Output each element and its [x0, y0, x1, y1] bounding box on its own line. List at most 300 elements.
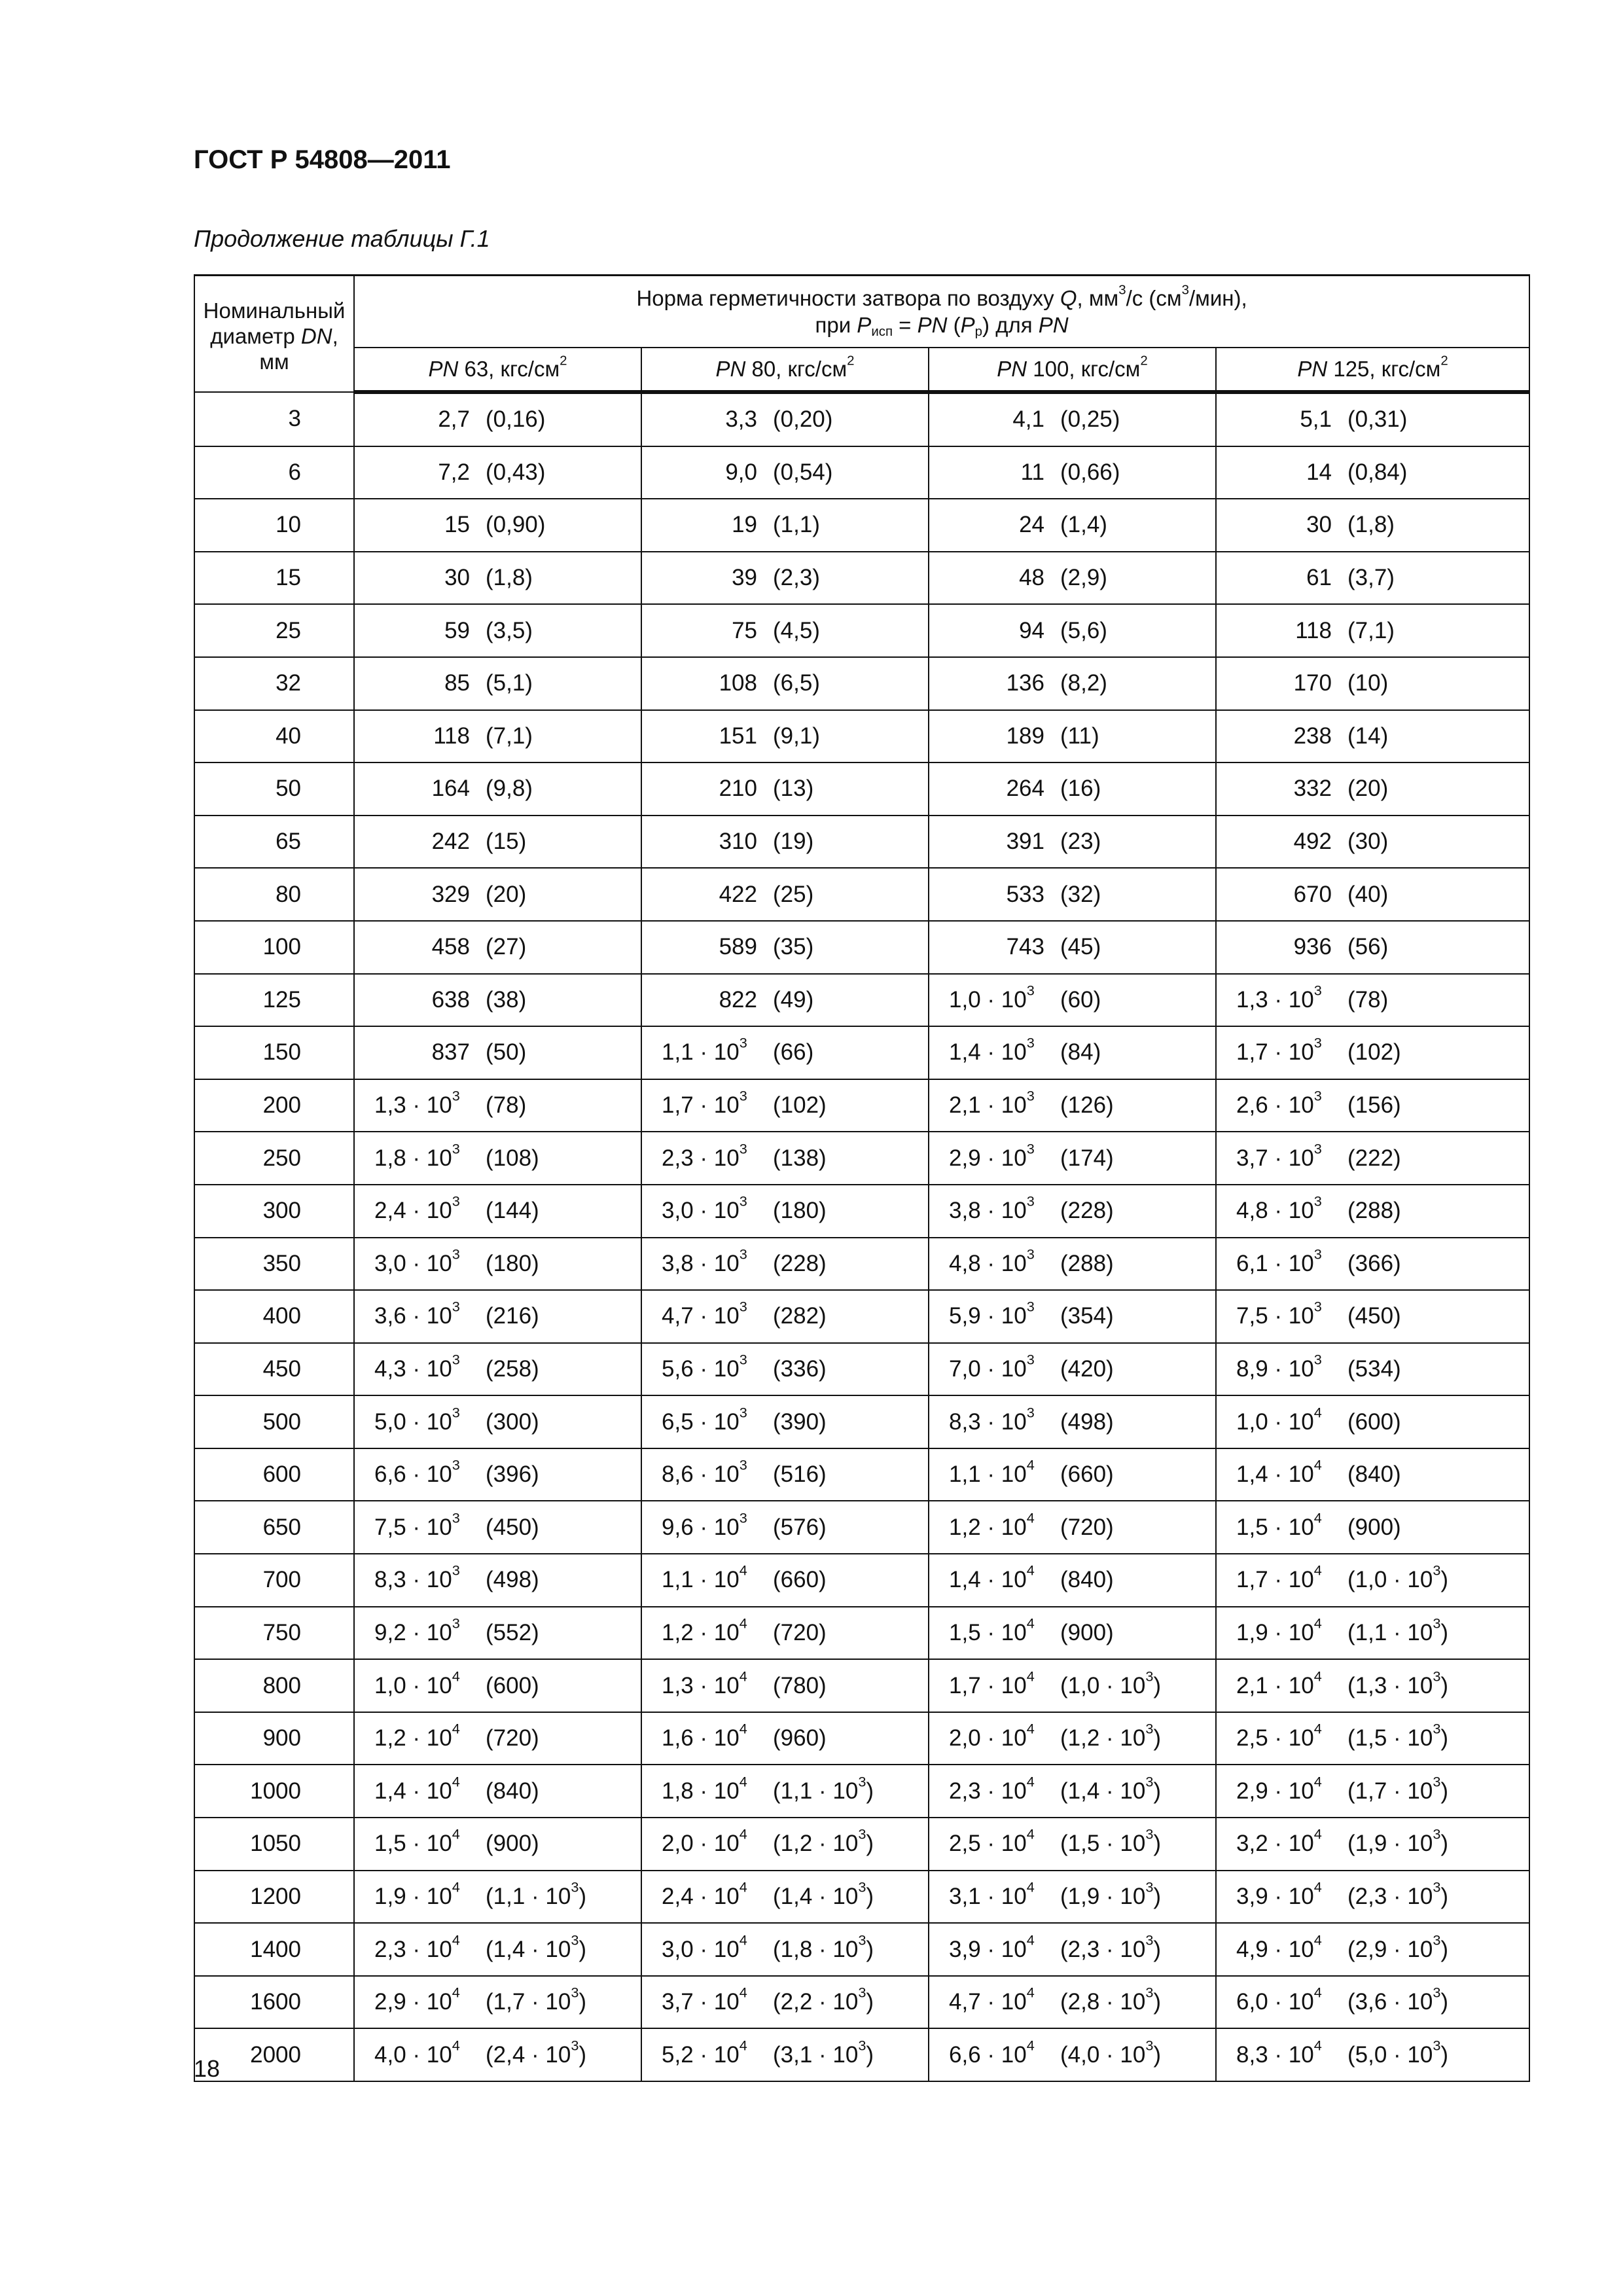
value-mm3-per-s: $2,9 \cdot 10^4$	[1236, 1773, 1322, 1804]
cell-leakage-value	[354, 1818, 641, 1871]
cell-leakage-value	[929, 1818, 1216, 1871]
value-cm3-per-min: (720)	[1060, 1514, 1114, 1540]
table-caption: Продолжение таблицы Г.1	[194, 225, 490, 252]
cell-leakage-value	[354, 1712, 641, 1765]
value-cm3-per-min: (228)	[1060, 1198, 1114, 1224]
value-cm3-per-min: (282)	[773, 1303, 827, 1329]
cell-leakage-value	[929, 1659, 1216, 1712]
header-leakage-norm: Норма герметичности затвора по воздуху Q, $мм^3/с$ $(см^3/мин)$, при $P_{исп}$ = PN $(P_р)$ для PN	[354, 276, 1529, 348]
value-cm3-per-min: (9,1)	[773, 723, 820, 749]
cell-leakage-value	[1216, 1871, 1529, 1924]
value-mm3-per-s: 9,0	[725, 459, 757, 485]
cell-leakage-value	[641, 1871, 929, 1924]
value-mm3-per-s: 837	[431, 1039, 470, 1066]
cell-nominal-diameter: 650	[194, 1501, 354, 1554]
cell-leakage-value	[354, 1395, 641, 1448]
value-cm3-per-min: (1,8)	[1347, 512, 1395, 538]
value-cm3-per-min: $(2,4 \cdot 10^3)$	[486, 2037, 587, 2068]
value-mm3-per-s: 48	[1019, 565, 1044, 591]
cell-leakage-value	[1216, 1659, 1529, 1712]
value-cm3-per-min: (498)	[486, 1567, 539, 1593]
table-row	[194, 552, 1529, 605]
cell-leakage-value	[354, 974, 641, 1027]
cell-nominal-diameter: 400	[194, 1290, 354, 1343]
cell-leakage-value	[641, 392, 929, 446]
cell-nominal-diameter: 600	[194, 1448, 354, 1501]
value-mm3-per-s: $1,7 \cdot 10^3$	[1236, 1034, 1322, 1066]
value-mm3-per-s: $9,6 \cdot 10^3$	[662, 1509, 747, 1540]
value-mm3-per-s: $2,3 \cdot 10^4$	[374, 1931, 460, 1962]
value-mm3-per-s: $9,2 \cdot 10^3$	[374, 1615, 460, 1645]
cell-leakage-value	[354, 2028, 641, 2081]
value-mm3-per-s: $4,3 \cdot 10^3$	[374, 1351, 460, 1382]
cell-leakage-value	[929, 2028, 1216, 2081]
value-cm3-per-min: (32)	[1060, 881, 1101, 907]
table-row	[194, 1395, 1529, 1448]
value-mm3-per-s: $1,2 \cdot 10^4$	[374, 1720, 460, 1751]
value-cm3-per-min: (600)	[1347, 1408, 1401, 1435]
value-mm3-per-s: 332	[1293, 776, 1332, 802]
header-nominal-diameter: Номинальный диаметр DN, мм	[194, 276, 354, 393]
value-cm3-per-min: (156)	[1347, 1092, 1401, 1119]
value-cm3-per-min: (288)	[1060, 1250, 1114, 1276]
value-cm3-per-min: (516)	[773, 1462, 827, 1488]
value-mm3-per-s: 391	[1006, 829, 1044, 855]
cell-leakage-value	[1216, 921, 1529, 974]
value-mm3-per-s: 170	[1293, 670, 1332, 696]
cell-leakage-value	[929, 1185, 1216, 1238]
value-cm3-per-min: $(1,9 \cdot 10^3)$	[1347, 1825, 1449, 1857]
value-cm3-per-min: (534)	[1347, 1355, 1401, 1382]
table-row	[194, 1923, 1529, 1976]
value-mm3-per-s: $8,3 \cdot 10^3$	[374, 1562, 460, 1593]
cell-leakage-value	[1216, 1238, 1529, 1291]
table-row	[194, 710, 1529, 763]
value-mm3-per-s: 75	[732, 617, 757, 643]
value-cm3-per-min: (0,66)	[1060, 459, 1120, 485]
document-code: ГОСТ Р 54808—2011	[194, 145, 451, 174]
cell-leakage-value	[641, 1185, 929, 1238]
value-mm3-per-s: $1,0 \cdot 10^4$	[374, 1668, 460, 1698]
cell-leakage-value	[354, 1343, 641, 1396]
cell-leakage-value	[929, 1026, 1216, 1079]
value-cm3-per-min: (222)	[1347, 1145, 1401, 1171]
table-row	[194, 1976, 1529, 2029]
cell-leakage-value	[641, 1501, 929, 1554]
cell-leakage-value	[354, 499, 641, 552]
value-cm3-per-min: $(1,7 \cdot 10^3)$	[486, 1984, 587, 2015]
value-mm3-per-s: 19	[732, 512, 757, 538]
cell-leakage-value	[354, 1976, 641, 2029]
value-cm3-per-min: $(1,7 \cdot 10^3)$	[1347, 1773, 1449, 1804]
value-cm3-per-min: $(3,1 \cdot 10^3)$	[773, 2037, 874, 2068]
value-mm3-per-s: $5,0 \cdot 10^3$	[374, 1404, 460, 1435]
value-mm3-per-s: $2,5 \cdot 10^4$	[949, 1825, 1035, 1857]
value-mm3-per-s: $3,7 \cdot 10^4$	[662, 1984, 747, 2015]
value-cm3-per-min: $(1,9 \cdot 10^3)$	[1060, 1878, 1162, 1909]
cell-leakage-value	[929, 1290, 1216, 1343]
table-row	[194, 1343, 1529, 1396]
value-cm3-per-min: (49)	[773, 986, 814, 1013]
value-mm3-per-s: 24	[1019, 512, 1044, 538]
value-cm3-per-min: (7,1)	[486, 723, 533, 749]
value-mm3-per-s: $1,1 \cdot 10^4$	[949, 1456, 1035, 1488]
value-cm3-per-min: (0,16)	[486, 406, 546, 433]
value-mm3-per-s: $3,2 \cdot 10^4$	[1236, 1825, 1322, 1857]
cell-nominal-diameter: 40	[194, 710, 354, 763]
value-cm3-per-min: $(1,4 \cdot 10^3)$	[773, 1878, 874, 1909]
value-cm3-per-min: $(1,0 \cdot 10^3)$	[1347, 1562, 1449, 1593]
value-cm3-per-min: (840)	[1347, 1462, 1401, 1488]
value-cm3-per-min: (138)	[773, 1145, 827, 1171]
value-cm3-per-min: (354)	[1060, 1303, 1114, 1329]
cell-nominal-diameter: 25	[194, 604, 354, 657]
value-cm3-per-min: (10)	[1347, 670, 1389, 696]
value-mm3-per-s: 822	[719, 986, 757, 1013]
value-mm3-per-s: $3,1 \cdot 10^4$	[949, 1878, 1035, 1909]
value-cm3-per-min: $(1,1 \cdot 10^3)$	[486, 1878, 587, 1909]
cell-leakage-value	[929, 1871, 1216, 1924]
cell-leakage-value	[641, 1818, 929, 1871]
value-cm3-per-min: $(4,0 \cdot 10^3)$	[1060, 2037, 1162, 2068]
value-mm3-per-s: $2,4 \cdot 10^4$	[662, 1878, 747, 1909]
cell-leakage-value	[641, 1290, 929, 1343]
table-row	[194, 1026, 1529, 1079]
value-cm3-per-min: (40)	[1347, 881, 1389, 907]
cell-nominal-diameter: 2000	[194, 2028, 354, 2081]
cell-leakage-value	[1216, 1079, 1529, 1132]
value-mm3-per-s: $3,8 \cdot 10^3$	[662, 1246, 747, 1276]
value-mm3-per-s: $4,7 \cdot 10^4$	[949, 1984, 1035, 2015]
value-mm3-per-s: $2,1 \cdot 10^3$	[949, 1087, 1035, 1119]
value-cm3-per-min: (450)	[486, 1514, 539, 1540]
value-mm3-per-s: 210	[719, 776, 757, 802]
value-cm3-per-min: (23)	[1060, 829, 1101, 855]
cell-leakage-value	[641, 1712, 929, 1765]
table-row	[194, 1448, 1529, 1501]
value-cm3-per-min: (720)	[773, 1619, 827, 1645]
value-cm3-per-min: (660)	[773, 1567, 827, 1593]
value-cm3-per-min: $(2,2 \cdot 10^3)$	[773, 1984, 874, 2015]
cell-nominal-diameter: 50	[194, 762, 354, 816]
value-cm3-per-min: (0,90)	[486, 512, 546, 538]
value-cm3-per-min: (960)	[773, 1725, 827, 1751]
cell-leakage-value	[641, 1607, 929, 1660]
cell-leakage-value	[1216, 1290, 1529, 1343]
cell-nominal-diameter: 1600	[194, 1976, 354, 2029]
value-cm3-per-min: (840)	[1060, 1567, 1114, 1593]
value-cm3-per-min: (102)	[773, 1092, 827, 1119]
value-cm3-per-min: (56)	[1347, 934, 1389, 960]
cell-leakage-value	[641, 1026, 929, 1079]
value-mm3-per-s: $1,7 \cdot 10^4$	[1236, 1562, 1322, 1593]
cell-leakage-value	[641, 1343, 929, 1396]
value-cm3-per-min: (66)	[773, 1039, 814, 1066]
header-pn-column: PN 100, кгс/$см^2$	[929, 348, 1216, 392]
value-cm3-per-min: $(3,6 \cdot 10^3)$	[1347, 1984, 1449, 2015]
cell-leakage-value	[641, 816, 929, 869]
value-cm3-per-min: $(2,3 \cdot 10^3)$	[1060, 1931, 1162, 1962]
cell-nominal-diameter: 1200	[194, 1871, 354, 1924]
value-cm3-per-min: (9,8)	[486, 776, 533, 802]
value-cm3-per-min: (3,7)	[1347, 565, 1395, 591]
cell-leakage-value	[641, 1659, 929, 1712]
value-mm3-per-s: $3,0 \cdot 10^3$	[662, 1193, 747, 1224]
value-mm3-per-s: $1,5 \cdot 10^4$	[949, 1615, 1035, 1645]
value-mm3-per-s: 94	[1019, 617, 1044, 643]
cell-leakage-value	[354, 1923, 641, 1976]
table-row	[194, 921, 1529, 974]
value-mm3-per-s: $3,6 \cdot 10^3$	[374, 1298, 460, 1329]
value-cm3-per-min: (3,5)	[486, 617, 533, 643]
value-cm3-per-min: (420)	[1060, 1355, 1114, 1382]
value-mm3-per-s: 108	[719, 670, 757, 696]
cell-leakage-value	[929, 1765, 1216, 1818]
value-mm3-per-s: $7,0 \cdot 10^3$	[949, 1351, 1035, 1382]
cell-leakage-value	[354, 1132, 641, 1185]
cell-leakage-value	[929, 762, 1216, 816]
value-cm3-per-min: $(1,4 \cdot 10^3)$	[486, 1931, 587, 1962]
cell-leakage-value	[354, 1501, 641, 1554]
value-cm3-per-min: (0,84)	[1347, 459, 1408, 485]
value-mm3-per-s: 638	[431, 986, 470, 1013]
value-cm3-per-min: (600)	[486, 1672, 539, 1698]
value-cm3-per-min: (25)	[773, 881, 814, 907]
value-mm3-per-s: $5,2 \cdot 10^4$	[662, 2037, 747, 2068]
cell-leakage-value	[354, 1448, 641, 1501]
cell-leakage-value	[929, 499, 1216, 552]
cell-leakage-value	[354, 1026, 641, 1079]
value-cm3-per-min: (228)	[773, 1250, 827, 1276]
value-cm3-per-min: (900)	[486, 1831, 539, 1857]
table-row	[194, 1818, 1529, 1871]
cell-nominal-diameter: 100	[194, 921, 354, 974]
cell-nominal-diameter: 750	[194, 1607, 354, 1660]
value-mm3-per-s: $3,0 \cdot 10^4$	[662, 1931, 747, 1962]
table-row	[194, 1132, 1529, 1185]
cell-leakage-value	[929, 604, 1216, 657]
cell-leakage-value	[1216, 1818, 1529, 1871]
value-mm3-per-s: $6,1 \cdot 10^3$	[1236, 1246, 1322, 1276]
value-cm3-per-min: (35)	[773, 934, 814, 960]
value-mm3-per-s: $1,4 \cdot 10^3$	[949, 1034, 1035, 1066]
value-mm3-per-s: 118	[433, 723, 470, 749]
value-mm3-per-s: $5,9 \cdot 10^3$	[949, 1298, 1035, 1329]
value-mm3-per-s: $1,7 \cdot 10^3$	[662, 1087, 747, 1119]
cell-leakage-value	[641, 499, 929, 552]
cell-nominal-diameter: 15	[194, 552, 354, 605]
cell-leakage-value	[929, 1976, 1216, 2029]
cell-leakage-value	[354, 1607, 641, 1660]
page-number: 18	[194, 2055, 221, 2082]
cell-leakage-value	[641, 868, 929, 921]
value-cm3-per-min: (20)	[486, 881, 527, 907]
value-cm3-per-min: (102)	[1347, 1039, 1401, 1066]
table-row	[194, 2028, 1529, 2081]
cell-nominal-diameter: 32	[194, 657, 354, 710]
cell-leakage-value	[354, 446, 641, 499]
value-mm3-per-s: $6,6 \cdot 10^4$	[949, 2037, 1035, 2068]
table-row	[194, 816, 1529, 869]
cell-leakage-value	[1216, 604, 1529, 657]
cell-nominal-diameter: 250	[194, 1132, 354, 1185]
value-cm3-per-min: (840)	[486, 1778, 539, 1804]
cell-leakage-value	[929, 1448, 1216, 1501]
cell-leakage-value	[1216, 1923, 1529, 1976]
cell-leakage-value	[1216, 1765, 1529, 1818]
value-mm3-per-s: 59	[444, 617, 470, 643]
value-mm3-per-s: 151	[719, 723, 757, 749]
cell-leakage-value	[929, 1554, 1216, 1607]
value-mm3-per-s: $3,8 \cdot 10^3$	[949, 1193, 1035, 1224]
cell-leakage-value	[641, 1554, 929, 1607]
value-cm3-per-min: (8,2)	[1060, 670, 1107, 696]
cell-nominal-diameter: 450	[194, 1343, 354, 1396]
value-mm3-per-s: $1,4 \cdot 10^4$	[949, 1562, 1035, 1593]
table-row	[194, 1607, 1529, 1660]
table-row	[194, 604, 1529, 657]
value-mm3-per-s: 4,1	[1012, 406, 1044, 433]
value-cm3-per-min: (450)	[1347, 1303, 1401, 1329]
value-cm3-per-min: (5,1)	[486, 670, 533, 696]
cell-leakage-value	[641, 1923, 929, 1976]
table-row	[194, 1712, 1529, 1765]
cell-leakage-value	[929, 710, 1216, 763]
value-cm3-per-min: $(1,5 \cdot 10^3)$	[1347, 1720, 1449, 1751]
cell-leakage-value	[354, 392, 641, 446]
value-mm3-per-s: $6,0 \cdot 10^4$	[1236, 1984, 1322, 2015]
value-mm3-per-s: $2,0 \cdot 10^4$	[949, 1720, 1035, 1751]
value-cm3-per-min: (336)	[773, 1355, 827, 1382]
value-cm3-per-min: (84)	[1060, 1039, 1101, 1066]
cell-nominal-diameter: 125	[194, 974, 354, 1027]
cell-leakage-value	[929, 1079, 1216, 1132]
value-mm3-per-s: $1,2 \cdot 10^4$	[662, 1615, 747, 1645]
value-cm3-per-min: (27)	[486, 934, 527, 960]
value-cm3-per-min: (780)	[773, 1672, 827, 1698]
value-mm3-per-s: $4,8 \cdot 10^3$	[949, 1246, 1035, 1276]
value-mm3-per-s: $3,7 \cdot 10^3$	[1236, 1140, 1322, 1171]
cell-leakage-value	[354, 1238, 641, 1291]
cell-leakage-value	[929, 657, 1216, 710]
value-cm3-per-min: $(1,8 \cdot 10^3)$	[773, 1931, 874, 1962]
value-mm3-per-s: $1,0 \cdot 10^3$	[949, 982, 1035, 1013]
cell-leakage-value	[929, 921, 1216, 974]
value-cm3-per-min: (0,43)	[486, 459, 546, 485]
cell-leakage-value	[929, 1501, 1216, 1554]
cell-leakage-value	[354, 1079, 641, 1132]
cell-leakage-value	[929, 816, 1216, 869]
value-cm3-per-min: (6,5)	[773, 670, 820, 696]
cell-leakage-value	[354, 657, 641, 710]
value-cm3-per-min: (174)	[1060, 1145, 1114, 1171]
value-mm3-per-s: $8,3 \cdot 10^3$	[949, 1404, 1035, 1435]
value-mm3-per-s: 118	[1295, 617, 1332, 643]
value-mm3-per-s: $1,4 \cdot 10^4$	[374, 1773, 460, 1804]
value-mm3-per-s: 39	[732, 565, 757, 591]
value-cm3-per-min: $(1,0 \cdot 10^3)$	[1060, 1668, 1162, 1698]
cell-leakage-value	[1216, 1976, 1529, 2029]
cell-leakage-value	[641, 2028, 929, 2081]
value-cm3-per-min: (300)	[486, 1408, 539, 1435]
cell-leakage-value	[1216, 816, 1529, 869]
cell-leakage-value	[354, 1554, 641, 1607]
value-cm3-per-min: (216)	[486, 1303, 539, 1329]
value-mm3-per-s: $1,8 \cdot 10^4$	[662, 1773, 747, 1804]
value-cm3-per-min: $(1,5 \cdot 10^3)$	[1060, 1825, 1162, 1857]
cell-leakage-value	[354, 1290, 641, 1343]
value-mm3-per-s: $2,1 \cdot 10^4$	[1236, 1668, 1322, 1698]
value-cm3-per-min: (20)	[1347, 776, 1389, 802]
value-cm3-per-min: (5,6)	[1060, 617, 1107, 643]
cell-leakage-value	[929, 1343, 1216, 1396]
value-cm3-per-min: (0,20)	[773, 406, 833, 433]
value-mm3-per-s: $1,6 \cdot 10^4$	[662, 1720, 747, 1751]
value-mm3-per-s: $1,8 \cdot 10^3$	[374, 1140, 460, 1171]
cell-nominal-diameter: 65	[194, 816, 354, 869]
cell-nominal-diameter: 3	[194, 392, 354, 446]
cell-leakage-value	[354, 921, 641, 974]
table-row	[194, 392, 1529, 446]
cell-leakage-value	[929, 1132, 1216, 1185]
value-mm3-per-s: $1,4 \cdot 10^4$	[1236, 1456, 1322, 1488]
table-row	[194, 1185, 1529, 1238]
value-cm3-per-min: (1,1)	[773, 512, 820, 538]
table-row	[194, 657, 1529, 710]
value-cm3-per-min: (50)	[486, 1039, 527, 1066]
table-row	[194, 974, 1529, 1027]
value-cm3-per-min: (14)	[1347, 723, 1389, 749]
cell-leakage-value	[1216, 1554, 1529, 1607]
cell-leakage-value	[354, 1765, 641, 1818]
value-mm3-per-s: $8,3 \cdot 10^4$	[1236, 2037, 1322, 2068]
value-mm3-per-s: 3,3	[725, 406, 757, 433]
cell-leakage-value	[929, 1395, 1216, 1448]
cell-leakage-value	[354, 816, 641, 869]
value-cm3-per-min: (19)	[773, 829, 814, 855]
cell-leakage-value	[929, 1923, 1216, 1976]
value-cm3-per-min: $(5,0 \cdot 10^3)$	[1347, 2037, 1449, 2068]
cell-leakage-value	[641, 657, 929, 710]
value-mm3-per-s: 670	[1293, 881, 1332, 907]
cell-leakage-value	[1216, 392, 1529, 446]
value-cm3-per-min: $(1,2 \cdot 10^3)$	[773, 1825, 874, 1857]
value-mm3-per-s: 743	[1006, 934, 1044, 960]
table-row	[194, 446, 1529, 499]
table-row	[194, 1871, 1529, 1924]
cell-leakage-value	[1216, 552, 1529, 605]
cell-nominal-diameter: 350	[194, 1238, 354, 1291]
table-row	[194, 868, 1529, 921]
value-mm3-per-s: 2,7	[438, 406, 470, 433]
value-cm3-per-min: $(2,3 \cdot 10^3)$	[1347, 1878, 1449, 1909]
value-cm3-per-min: (180)	[773, 1198, 827, 1224]
cell-leakage-value	[1216, 1026, 1529, 1079]
value-mm3-per-s: $3,9 \cdot 10^4$	[1236, 1878, 1322, 1909]
cell-leakage-value	[641, 604, 929, 657]
cell-nominal-diameter: 10	[194, 499, 354, 552]
value-mm3-per-s: 85	[444, 670, 470, 696]
table-row	[194, 1659, 1529, 1712]
cell-nominal-diameter: 900	[194, 1712, 354, 1765]
value-mm3-per-s: $2,9 \cdot 10^4$	[374, 1984, 460, 2015]
value-mm3-per-s: $6,6 \cdot 10^3$	[374, 1456, 460, 1488]
cell-leakage-value	[929, 446, 1216, 499]
value-mm3-per-s: $2,0 \cdot 10^4$	[662, 1825, 747, 1857]
value-mm3-per-s: 458	[431, 934, 470, 960]
value-cm3-per-min: (900)	[1347, 1514, 1401, 1540]
value-cm3-per-min: (16)	[1060, 776, 1101, 802]
